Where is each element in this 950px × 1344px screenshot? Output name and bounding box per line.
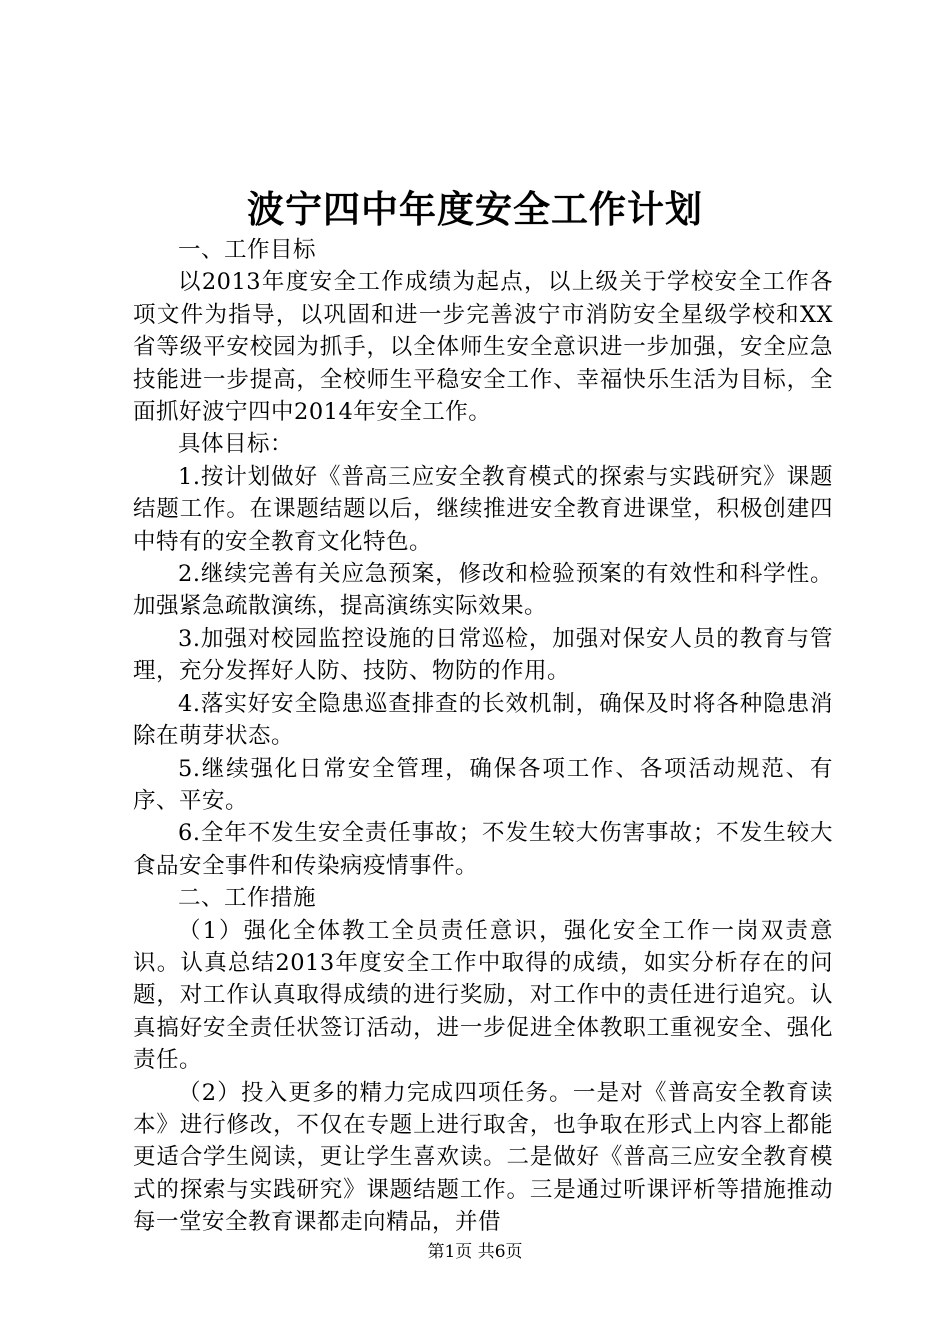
section-heading-goals: 一、工作目标 [178,237,317,263]
paragraph-overall-goal: 以2013年度安全工作成绩为起点，以上级关于学校安全工作各项文件为指导，以巩固和进一步完善波宁市消防安全星级学校和XX省等级平安校园为抓手，以全体师生安全意识进一步加强，安全应急技能进一步提高，全校师生平稳安全工作、幸福快乐生活为目标，全面抓好波宁四中2014年安全工作。 [133,269,833,426]
goal-item-1: 1.按计划做好《普高三应安全教育模式的探索与实践研究》课题结题工作。在课题结题以后，继续推进安全教育进课堂，积极创建四中特有的安全教育文化特色。 [133,463,833,555]
measure-item-2: （2）投入更多的精力完成四项任务。一是对《普高安全教育读本》进行修改，不仅在专题上进行取舍，也争取在形式上内容上都能更适合学生阅读，更让学生喜欢读。二是做好《普高三应安全教育模式的探索与实践研究》课题结题工作。三是通过听课评析等措施推动每一堂安全教育课都走向精品，并借 [133,1079,833,1236]
goal-item-5: 5.继续强化日常安全管理，确保各项工作、各项活动规范、有序、平安。 [133,755,833,814]
document-title: 波宁四中年度安全工作计划 [247,187,703,231]
section-heading-measures: 二、工作措施 [178,885,317,912]
measure-item-1: （1）强化全体教工全员责任意识，强化安全工作一岗双责意识。认真总结2013年度安全工作中取得的成绩，如实分析存在的问题，对工作认真取得成绩的进行奖励，对工作中的责任进行追究。认真搞好安全责任状签订活动，进一步促进全体教职工重视安全、强化责任。 [133,917,833,1074]
subheading-specific-goals: 具体目标： [178,431,294,458]
goal-item-2: 2.继续完善有关应急预案，修改和检验预案的有效性和科学性。加强紧急疏散演练，提高演练实际效果。 [133,561,833,620]
goal-item-4: 4.落实好安全隐患巡查排查的长效机制，确保及时将各种隐患消除在萌芽状态。 [133,690,833,750]
goal-item-3: 3.加强对校园监控设施的日常巡检，加强对保安人员的教育与管理，充分发挥好人防、技防、物防的作用。 [133,625,833,685]
goal-item-6: 6.全年不发生安全责任事故；不发生较大伤害事故；不发生较大食品安全事件和传染病疫情事件。 [133,820,833,879]
page-footer: 第1页 共6页 [427,1242,523,1262]
document-body [133,234,833,1239]
